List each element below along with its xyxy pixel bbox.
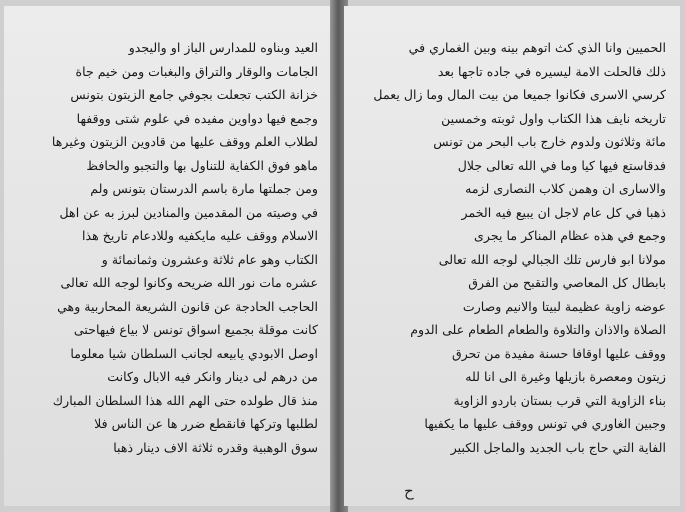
- text-line: في وصيته من المقدمين والمنادين لبرز به عن اهل: [59, 204, 318, 220]
- text-line: مولانا ابو فارس تلك الجبالي لوجه الله تعالى: [438, 251, 666, 267]
- text-line: فدقاستع فيها كيا وما في الله تعالى جلال: [457, 157, 666, 173]
- text-line: لطلبها وتركها فانقطع ضرر ها عن الناس فلا: [94, 416, 318, 431]
- left-page: [4, 6, 334, 506]
- text-line: منذ قال طولده حتى الهم الله هذا السلطان المبارك: [52, 392, 318, 408]
- right-page-text: [366, 36, 666, 459]
- text-line: وجمع في هذه عظام المناكر ما يجرى: [474, 228, 666, 243]
- text-line: ووقف عليها اوقافا حسنة مفيدة من تحرق: [451, 345, 666, 361]
- text-line: زيتون ومعصرة بازيلها وغيرة الى انا لله: [465, 369, 666, 384]
- text-line: الكتاب وهو عام ثلاثة وعشرون وثمانمائة و: [101, 251, 318, 267]
- text-line: وجمع فيها دواوين مفيده في علوم شتى ووقفها: [76, 110, 318, 126]
- right-page: [344, 6, 680, 506]
- text-line: اوصل الابودي يابيعه لجانب السلطان شيا معلوما: [70, 345, 318, 361]
- text-line: ذهبا في كل عام لاجل ان يبيع فيه الخمر: [461, 204, 666, 220]
- text-line: من درهم لى دينار وانكر فيه الابال وكانت: [107, 369, 318, 384]
- text-line: ذلك فالحلت الامة ليسيره في جاده تاجها بعد: [437, 63, 666, 79]
- text-line: مائة وثلاثون ولدوم خارج باب البحر من تونس: [433, 134, 666, 149]
- text-line: خزانة الكتب تجعلت بجوفي جامع الزيتون بتونس: [70, 87, 318, 102]
- text-line: ومن جملتها مارة باسم الدرستان بتونس ولم: [90, 181, 318, 196]
- text-line: عشره مات نور الله ضريحه وكانوا لوجه الله تعالى: [60, 275, 318, 290]
- text-line: تاريخه نايف هذا الكتاب واول ثوبته وخمسين: [441, 110, 666, 126]
- text-line: لطلاب العلم ووقف عليها من قادوين الزيتون وغيرها: [51, 134, 318, 149]
- text-line: وجبين الغاوري في تونس ووقف عليها ما يكفيها: [424, 416, 666, 431]
- text-line: عوضه زاوية عظيمة لبيتا والانيم وصارت: [462, 298, 666, 314]
- text-line: الجامات والوقار والتراق والبغبات ومن خيم جاة: [75, 63, 318, 79]
- text-line: العيد وبناوه للمدارس الباز او واليجدو: [128, 40, 318, 55]
- text-line: بابطال كل المعاصي والتقبح من الفرق: [468, 275, 666, 290]
- text-line: والاسارى ان وهمن كلاب النصارى لزمه: [465, 181, 666, 196]
- text-line: الحميين وانا الذي كث اتوهم بينه وبين الغماري في: [408, 40, 666, 55]
- text-line: سوق الوهبية وقدره ثلاثة الاف دينار ذهبا: [113, 439, 318, 455]
- text-line: بناء الزاوية التي قرب بستان باردو الزاوية: [453, 392, 666, 408]
- catchword: ح: [404, 482, 414, 500]
- text-line: الاسلام ووقف عليه مايكفيه وللادعام تاريخ هذا: [82, 228, 318, 243]
- text-line: كانت موقلة بجميع اسواق تونس لا بياع فيهاحتى: [73, 322, 318, 337]
- left-page-text: [22, 36, 318, 459]
- text-line: ماهو فوق الكفاية للتناول بها والتجبو والحافظ: [86, 157, 318, 173]
- text-line: الفاية التي حاج باب الجديد والماجل الكبير: [450, 439, 666, 455]
- text-line: كرسي الاسرى فكانوا جميعا من بيت المال وما زال يعمل: [373, 87, 666, 102]
- text-line: الحاجب الحادجة عن قانون الشريعة المحاربية وهي: [57, 298, 318, 314]
- text-line: الصلاة والاذان والتلاوة والطعام الطعام على الدوم: [410, 322, 666, 337]
